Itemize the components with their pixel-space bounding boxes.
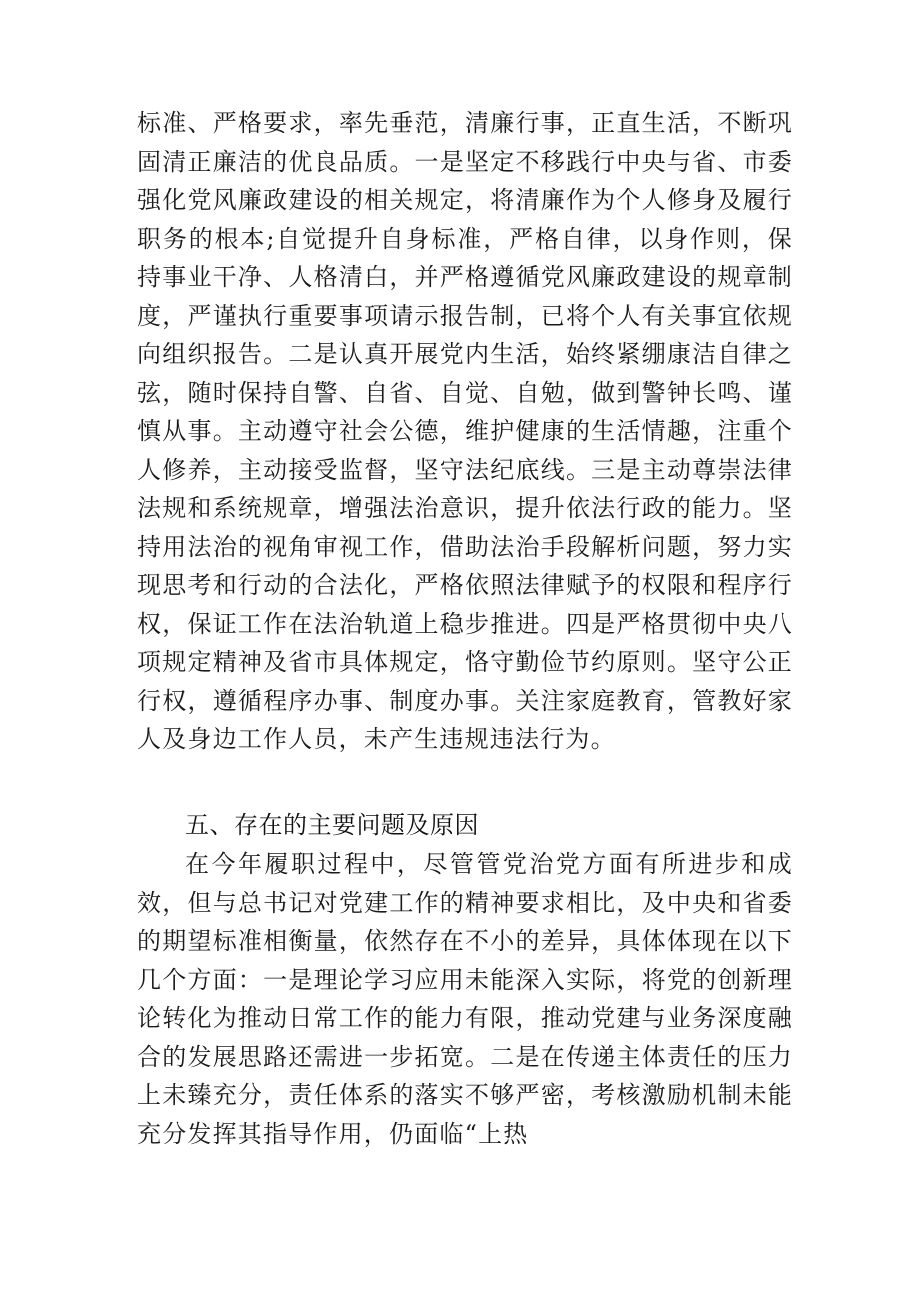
body-paragraph-problems: 在今年履职过程中，尽管管党治党方面有所进步和成效，但与总书记对党建工作的精神要求相比，及中央和省委的期望标准相衡量，依然存在不小的差异，具体体现在以下几个方面：一是理论学习应用未能深入实际，将党的创新理论转化为推动日常工作的能力有限，推动党建与业务深度融合的发展思路还需进一步拓宽。二是在传递主体责任的压力上未臻充分，责任体系的落实不够严密，考核激励机制未能充分发挥其指导作用，仍面临“上热	[137, 850, 793, 1148]
section-heading-problems: 五、存在的主要问题及原因	[185, 811, 479, 839]
body-paragraph-integrity: 标准、严格要求，率先垂范，清廉行事，正直生活，不断巩固清正廉洁的优良品质。一是坚定不移践行中央与省、市委强化党风廉政建设的相关规定，将清廉作为个人修身及履行职务的根本;自觉提升自身标准，严格自律，以身作则，保持事业干净、人格清白，并严格遵循党风廉政建设的规章制度，严谨执行重要事项请示报告制，已将个人有关事宜依规向组织报告。二是认真开展党内生活，始终紧绷康洁自律之弦，随时保持自警、自省、自觉、自勉，做到警钟长鸣、谨慎从事。主动遵守社会公德，维护健康的生活情趣，注重个人修养，主动接受监督，坚守法纪底线。三是主动尊崇法律法规和系统规章，增强法治意识，提升依法行政的能力。坚持用法治的视角审视工作，借助法治手段解析问题，努力实现思考和行动的合法化，严格依照法律赋予的权限和程序行权，保证工作在法治轨道上稳步推进。四是严格贯彻中央八项规定精神及省市具体规定，恪守勤俭节约原则。坚守公正行权，遵循程序办事、制度办事。关注家庭教育，管教好家人及身边工作人员，未产生违规违法行为。	[137, 109, 793, 753]
